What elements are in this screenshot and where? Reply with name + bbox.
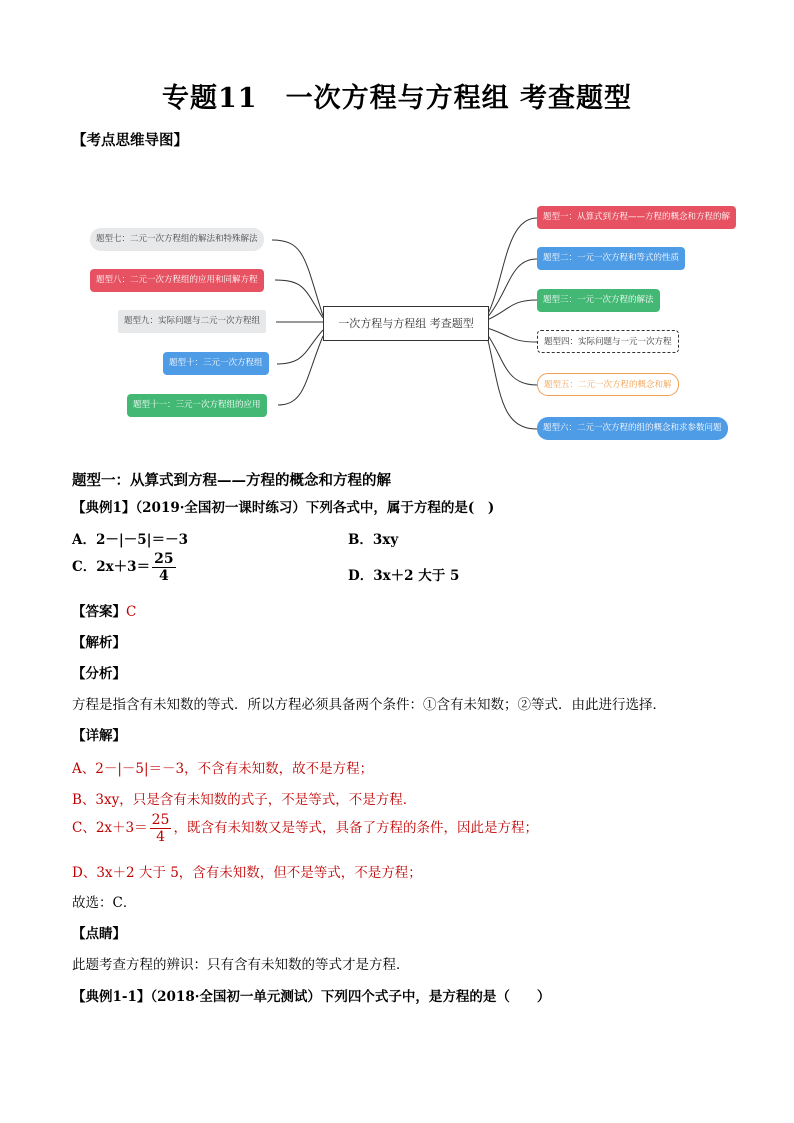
fraction-numerator: 25 bbox=[151, 812, 170, 828]
detail-b: B、3xy，只是含有未知数的式子，不是等式，不是方程． bbox=[72, 792, 417, 808]
section-title: 题型一：从算式到方程——方程的概念和方程的解 bbox=[72, 472, 391, 489]
detail-a: A、2－|－5|＝－3，不含有未知数，故不是方程； bbox=[72, 761, 374, 777]
mindmap-node-6: 题型六：二元一次方程的组的概念和求参数问题 bbox=[537, 417, 728, 440]
example-1-1-text: （2018·全国初一单元测试）下列四个式子中，是方程的是（ ） bbox=[150, 989, 551, 1005]
jiexi-label: 【解析】 bbox=[72, 635, 126, 651]
connector-right-2 bbox=[487, 259, 537, 318]
detail-d: D、3x＋2 大于 5，含有未知数，但不是等式，不是方程； bbox=[72, 865, 422, 881]
answer-label: 【答案】 bbox=[72, 604, 126, 620]
mindmap-center: 一次方程与方程组 考查题型 bbox=[323, 306, 489, 341]
detail-c bbox=[72, 812, 538, 845]
mindmap-node-9: 题型九：实际问题与二元一次方程组 bbox=[118, 310, 266, 333]
mindmap-node-3: 题型三：一元一次方程的解法 bbox=[537, 289, 660, 312]
xiangjie-label: 【详解】 bbox=[72, 728, 126, 744]
detail-c-conclusion: ，既含有未知数又是等式，具备了方程的条件，因此是方程； bbox=[173, 820, 538, 836]
option-a: A．2－|－5|＝－3 bbox=[72, 532, 188, 548]
example-1-tag: 【典例1】 bbox=[72, 500, 136, 516]
connector-left-5 bbox=[278, 336, 323, 405]
mindmap-node-10: 题型十：三元一次方程组 bbox=[163, 352, 269, 375]
fenxi-label: 【分析】 bbox=[72, 666, 126, 682]
connector-right-1 bbox=[487, 218, 537, 316]
mindmap-node-8: 题型八：二元一次方程组的应用和同解方程 bbox=[90, 269, 264, 292]
connector-right-6 bbox=[487, 336, 537, 429]
example-1-1-tag: 【典例1-1】 bbox=[72, 989, 151, 1005]
option-c bbox=[72, 551, 178, 584]
dianjing-text: 此题考查方程的辨识：只有含有未知数的等式才是方程． bbox=[72, 957, 410, 973]
fraction-numerator: 25 bbox=[154, 551, 174, 567]
detail-choice: 故选：C． bbox=[72, 895, 137, 911]
mindmap-node-1: 题型一：从算式到方程——方程的概念和方程的解 bbox=[537, 206, 736, 229]
fraction-denominator: 4 bbox=[156, 829, 165, 845]
connector-left-2 bbox=[275, 280, 323, 318]
detail-c-text: C、2x＋3＝ bbox=[72, 820, 148, 836]
dianjing-label: 【点睛】 bbox=[72, 926, 126, 942]
fraction-denominator: 4 bbox=[158, 568, 169, 584]
mindmap-header: 【考点思维导图】 bbox=[72, 132, 188, 149]
mindmap-node-7: 题型七：二元一次方程组的解法和特殊解法 bbox=[90, 228, 264, 251]
page-title: 专题11 一次方程与方程组 考查题型 bbox=[162, 83, 632, 114]
answer-value: C bbox=[126, 604, 137, 620]
mind-map bbox=[0, 180, 794, 450]
mindmap-node-2: 题型二：一元一次方程和等式的性质 bbox=[537, 247, 685, 270]
connector-left-1 bbox=[272, 240, 323, 316]
mindmap-node-5: 题型五：二元一次方程的概念和解 bbox=[537, 373, 679, 396]
mindmap-node-11: 题型十一：三元一次方程组的应用 bbox=[127, 394, 267, 417]
mindmap-node-4: 题型四：实际问题与一元一次方程 bbox=[537, 330, 679, 353]
connector-right-3 bbox=[487, 300, 537, 320]
option-b: B．3xy bbox=[348, 532, 399, 548]
example-1-source: （2019·全国初一课时练习）下列各式中，属于方程的是( ) bbox=[135, 500, 495, 516]
fenxi-text: 方程是指含有未知数的等式．所以方程必须具备两个条件：①含有未知数；②等式．由此进行选择． bbox=[72, 697, 666, 713]
option-d: D．3x＋2 大于 5 bbox=[348, 568, 460, 584]
detail-c-fraction bbox=[150, 812, 172, 845]
answer-line bbox=[72, 600, 136, 620]
connector-right-4 bbox=[487, 328, 537, 342]
option-c-fraction bbox=[152, 551, 175, 584]
example-1-1-question bbox=[72, 985, 550, 1005]
connector-left-4 bbox=[277, 330, 323, 364]
example-1-question bbox=[72, 496, 494, 516]
option-c-text: C．2x＋3＝ bbox=[72, 559, 151, 575]
